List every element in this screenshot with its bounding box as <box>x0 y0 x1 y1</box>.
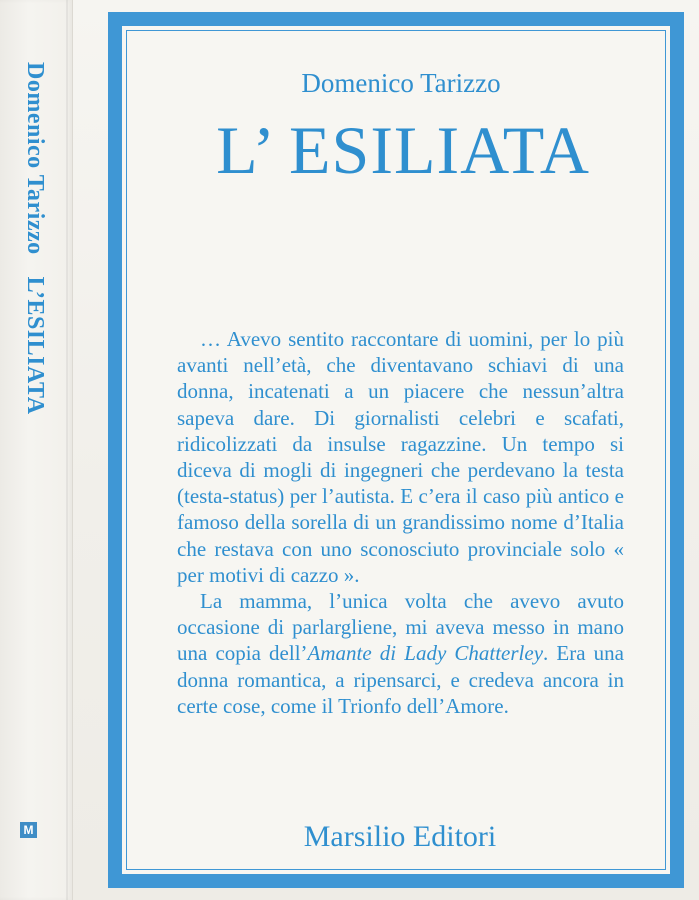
spine-crease <box>66 0 68 900</box>
front-cover <box>108 12 684 888</box>
spine-author: Domenico Tarizzo <box>22 62 48 255</box>
excerpt-paragraph-2-start: La mamma, l’unica volta che avevo avuto occasione di parlargliene, mi aveva messo in mano una copia dell’ <box>177 589 624 666</box>
spine-text <box>21 62 48 415</box>
book-title: L’ ESILIATA <box>216 112 590 188</box>
excerpt-paragraph-2 <box>177 588 624 719</box>
book-spine <box>0 0 73 900</box>
excerpt-text <box>177 326 624 719</box>
excerpt-book-reference: Amante di Lady Chatterley <box>307 641 544 666</box>
excerpt-paragraph-1: … Avevo sentito raccontare di uomini, per lo più avanti nell’età, che diventavano schiavi di una donna, incatenati a un piacere che nessun’altra sapeva dare. Di giornalisti celebri e scafati, ridicolizzati da insulse ragazzine. Un tempo si diceva di mogli di ingegneri che perdevano la testa (testa-status) per l’autista. E c’era il caso più antico e famoso della sorella di un grandissimo nome d’Italia che restava con uno sconosciuto provinciale solo « per motivi di cazzo ». <box>177 327 624 587</box>
publisher-name: Marsilio Editori <box>303 820 497 853</box>
excerpt-paragraph-2-end: . Era una donna romantica, a ripensarci, e credeva ancora in certe cose, come il Trionfo dell’Amore. <box>177 641 624 718</box>
spine-title: L’ESILIATA <box>22 276 48 415</box>
author-name: Domenico Tarizzo <box>301 68 501 98</box>
publisher-logo: M <box>20 822 37 838</box>
